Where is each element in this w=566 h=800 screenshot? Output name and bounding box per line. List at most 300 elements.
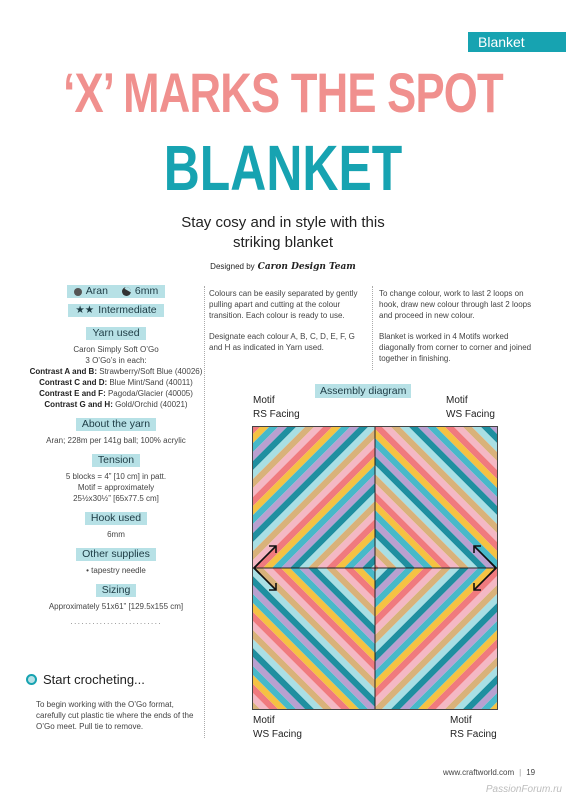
blanket-block [449,589,453,593]
hook-size: 6mm [134,285,159,297]
blanket-block [360,525,364,529]
blanket-block [449,616,453,620]
blanket-block [261,498,265,502]
instruction-paragraph: Colours can be easily separated by gently pulling apart and cutting at the colour transition. Each colour is ready to use. [209,289,358,320]
blanket-block [297,634,301,638]
blanket-block [279,462,283,466]
blanket-block [395,453,399,457]
blanket-block [458,598,462,602]
blanket-block [404,480,408,484]
blanket-block [422,670,426,674]
start-crocheting-heading [26,672,145,687]
blanket-block [395,534,399,538]
blanket-block [485,643,489,647]
blanket-block [431,625,435,629]
blanket-block [261,670,265,674]
blanket-block [422,543,426,547]
sizing-text: Approximately 51x61” [129.5x155 cm] [48,602,184,611]
blanket-block [440,607,444,611]
blanket-block [404,697,408,701]
blanket-block [270,688,274,692]
blanket-block [297,688,301,692]
blanket-block [297,525,301,529]
blanket-block [351,688,355,692]
blanket-block [485,498,489,502]
watermark: PassionForum.ru [485,784,562,795]
blanket-block [431,643,435,647]
blanket-block [279,679,283,683]
blanket-block [476,634,480,638]
motif-facing: WS Facing [253,729,302,740]
blanket-block [288,435,292,439]
yarn-item-label: Contrast A and B: [29,367,97,376]
blanket-block [297,679,301,683]
blanket-block [279,652,283,656]
level-label: Intermediate [98,304,157,316]
column-divider [204,286,205,738]
blanket-block [306,616,310,620]
blanket-block [297,435,301,439]
blanket-block [458,462,462,466]
blanket-block [342,589,346,593]
blanket-block [449,661,453,665]
blanket-block [306,498,310,502]
blanket-block [404,444,408,448]
blanket-block [333,679,337,683]
blanket-block [306,607,310,611]
blanket-block [458,688,462,692]
blanket-block [485,462,489,466]
yarn-item [26,366,206,377]
blanket-block [333,498,337,502]
blanket-block [288,534,292,538]
blanket-block [386,534,390,538]
blanket-block [476,679,480,683]
blanket-block [360,453,364,457]
label-bottom-left [253,714,302,742]
designer-credit [0,262,566,272]
blanket-block [324,688,328,692]
blanket-block [306,507,310,511]
blanket-block [485,516,489,520]
blanket-block [288,679,292,683]
blanket-block [413,462,417,466]
blanket-block [440,652,444,656]
blanket-block [270,679,274,683]
crochet-hook-icon [122,287,131,296]
blanket-block [449,670,453,674]
blanket-block [306,643,310,647]
blanket-block [324,652,328,656]
blanket-block [333,661,337,665]
blanket-block [377,444,381,448]
blanket-block [369,480,373,484]
blanket-block [476,498,480,502]
blanket-block [431,688,435,692]
blanket-block [377,670,381,674]
blanket-block [413,471,417,475]
blanket-block [449,453,453,457]
blanket-block [458,534,462,538]
blanket-block [467,498,471,502]
hook-used-text: 6mm [107,530,125,539]
blanket-block [333,589,337,593]
blanket-block [270,616,274,620]
blanket-block [485,607,489,611]
blanket-block [467,661,471,665]
blanket-block [449,516,453,520]
blanket-block [306,462,310,466]
blanket-block [449,543,453,547]
blanket-block [449,634,453,638]
weight-hook-row [26,285,206,298]
blanket-block [476,462,480,466]
motif-title: Motif [253,715,275,726]
blanket-block [333,444,337,448]
blanket-block [297,643,301,647]
blanket-block [324,498,328,502]
blanket-block [333,471,337,475]
blanket-block [270,489,274,493]
blanket-block [360,471,364,475]
blanket-block [360,634,364,638]
blanket-block [440,634,444,638]
blanket-block [324,516,328,520]
blanket-block [270,507,274,511]
blanket-block [297,507,301,511]
blanket-block [440,625,444,629]
blanket-block [360,607,364,611]
blanket-block [351,679,355,683]
blanket-block [458,480,462,484]
blanket-block [395,480,399,484]
start-heading-text: Start crocheting... [43,672,145,687]
blanket-block [297,480,301,484]
blanket-block [279,444,283,448]
yarn-item-label: Contrast G and H: [44,400,113,409]
blanket-block [476,688,480,692]
blanket-block [360,670,364,674]
yarn-intro-2: 3 O’Go’s in each: [85,356,147,365]
blanket-block [431,670,435,674]
blanket-block [458,616,462,620]
blanket-block [315,661,319,665]
blanket-block [386,607,390,611]
blanket-block [297,498,301,502]
blanket-block [440,453,444,457]
tension-line-1: 5 blocks = 4” [10 cm] in patt. [65,472,167,481]
blanket-block [413,652,417,656]
blanket-block [297,652,301,656]
blanket-block [449,679,453,683]
blanket-block [413,525,417,529]
blanket-block [342,516,346,520]
blanket-block [386,679,390,683]
blanket-block [458,498,462,502]
blanket-block [386,525,390,529]
blanket-block [288,489,292,493]
blanket-block [351,625,355,629]
blanket-block [306,661,310,665]
blanket-block [377,543,381,547]
blanket-block [467,607,471,611]
blanket-block [342,489,346,493]
blanket-block [360,598,364,602]
blanket-block [369,525,373,529]
blanket-block [342,697,346,701]
blanket-block [315,462,319,466]
blanket-block [422,507,426,511]
blanket-block [449,462,453,466]
yarn-item [26,388,206,399]
blanket-block [449,435,453,439]
blanket-block [324,697,328,701]
blanket-block [386,498,390,502]
blanket-block [440,598,444,602]
blanket-block [386,697,390,701]
blanket-block [449,444,453,448]
footer-separator: | [519,768,522,777]
blanket-block [377,453,381,457]
blanket-block [279,697,283,701]
blanket-block [422,697,426,701]
assembly-diagram-heading: Assembly diagram [315,384,411,398]
blanket-block [485,444,489,448]
blanket-block [431,444,435,448]
blanket-block [369,543,373,547]
instruction-paragraph: Designate each colour A, B, C, D, E, F, G and H as indicated in Yarn used. [209,332,355,352]
blanket-block [404,616,408,620]
blanket-block [431,679,435,683]
blanket-block [449,643,453,647]
blanket-block [333,688,337,692]
blanket-block [458,634,462,638]
blanket-block [440,471,444,475]
blanket-block [449,489,453,493]
blanket-block [458,679,462,683]
blanket-block [458,652,462,656]
blanket-block [377,489,381,493]
blanket-block [386,507,390,511]
blanket-block [279,670,283,674]
blanket-block [279,516,283,520]
blanket-block [440,435,444,439]
blanket-block [342,435,346,439]
blanket-block [315,507,319,511]
blanket-block [377,480,381,484]
blanket-block [279,453,283,457]
blanket-block [431,616,435,620]
blanket-block [279,643,283,647]
blanket-block [306,534,310,538]
blanket-block [351,589,355,593]
blanket-block [270,480,274,484]
blanket-block [485,598,489,602]
blanket-block [440,498,444,502]
blanket-block [458,444,462,448]
blanket-block [422,471,426,475]
blanket-block [324,598,328,602]
blanket-block [369,453,373,457]
blanket-block [324,480,328,484]
title-line-2: BLANKET [163,132,403,204]
blanket-block [386,471,390,475]
blanket-block [377,652,381,656]
blanket-block [404,679,408,683]
blanket-block [467,634,471,638]
blanket-block [431,498,435,502]
blanket-block [422,435,426,439]
blanket-block [386,480,390,484]
blanket-block [422,589,426,593]
instruction-paragraph: To change colour, work to last 2 loops on hook, draw new colour through last 2 loops and proceed in new colour. [379,289,532,320]
blanket-block [270,670,274,674]
blanket-block [413,688,417,692]
yarn-used-heading: Yarn used [86,327,145,340]
blanket-block [279,589,283,593]
blanket-block [288,616,292,620]
blanket-block [270,661,274,665]
blanket-block [431,543,435,547]
blanket-block [288,462,292,466]
blanket-block [476,507,480,511]
motif-facing: RS Facing [253,409,300,420]
blanket-block [315,543,319,547]
blanket-block [369,516,373,520]
blanket-block [485,679,489,683]
blanket-block [315,625,319,629]
blanket-block [386,652,390,656]
blanket-block [422,616,426,620]
blanket-block [333,607,337,611]
blanket-block [476,643,480,647]
blanket-block [476,670,480,674]
motif-title: Motif [446,395,468,406]
blanket-block [413,589,417,593]
blanket-block [333,453,337,457]
blanket-block [297,471,301,475]
blanket-block [413,534,417,538]
blanket-block [351,543,355,547]
blanket-block [485,507,489,511]
hook-used-heading: Hook used [85,512,147,525]
blanket-block [333,435,337,439]
blanket-block [270,498,274,502]
blanket-block [333,543,337,547]
blanket-block [306,516,310,520]
label-top-right [446,394,495,422]
blanket-block [440,661,444,665]
blanket-block [306,543,310,547]
blanket-block [261,625,265,629]
blanket-block [315,489,319,493]
blanket-block [270,607,274,611]
blanket-block [467,489,471,493]
blanket-block [342,543,346,547]
blanket-block [395,643,399,647]
blanket-block [431,516,435,520]
blanket-block [413,507,417,511]
blanket-block [395,688,399,692]
blanket-block [422,679,426,683]
blanket-block [404,534,408,538]
blanket-block [324,625,328,629]
blanket-block [485,489,489,493]
blanket-block [306,444,310,448]
blanket-block [413,670,417,674]
footer [443,768,535,777]
blanket-block [422,444,426,448]
blanket-block [306,480,310,484]
blanket-block [324,670,328,674]
blanket-block [288,625,292,629]
blanket-block [342,471,346,475]
blanket-block [333,616,337,620]
blanket-block [422,598,426,602]
blanket-block [297,625,301,629]
blanket-block [342,462,346,466]
blanket-block [440,589,444,593]
blanket-block [360,498,364,502]
other-supplies-text: • tapestry needle [86,566,146,575]
blanket-block [306,688,310,692]
blanket-block [315,697,319,701]
blanket-block [261,480,265,484]
blanket-block [377,507,381,511]
blanket-block [395,616,399,620]
blanket-block [476,534,480,538]
blanket-block [377,598,381,602]
blanket-block [369,489,373,493]
blanket-block [395,670,399,674]
blanket-block [369,643,373,647]
blanket-block [467,589,471,593]
blanket-block [404,598,408,602]
blanket-block [351,534,355,538]
blanket-block [386,616,390,620]
blanket-block [261,516,265,520]
blanket-block [351,697,355,701]
blanket-block [342,643,346,647]
blanket-block [288,634,292,638]
blanket-block [351,670,355,674]
blanket-block [279,471,283,475]
blanket-block [270,643,274,647]
motif-facing: RS Facing [450,729,497,740]
blanket-block [261,444,265,448]
blanket-block [324,489,328,493]
blanket-block [324,462,328,466]
blanket-block [261,471,265,475]
blanket-block [422,661,426,665]
blanket-block [395,697,399,701]
blanket-block [306,589,310,593]
blanket-block [369,616,373,620]
blanket-block [324,661,328,665]
blanket-block [377,525,381,529]
motif-facing: WS Facing [446,409,495,420]
blanket-block [458,625,462,629]
blanket-block [261,634,265,638]
blanket-block [395,607,399,611]
blanket-block [351,444,355,448]
blanket-block [351,435,355,439]
blanket-block [360,688,364,692]
blanket-block [261,525,265,529]
blanket-block [440,688,444,692]
blanket-block [404,498,408,502]
blanket-block [431,697,435,701]
